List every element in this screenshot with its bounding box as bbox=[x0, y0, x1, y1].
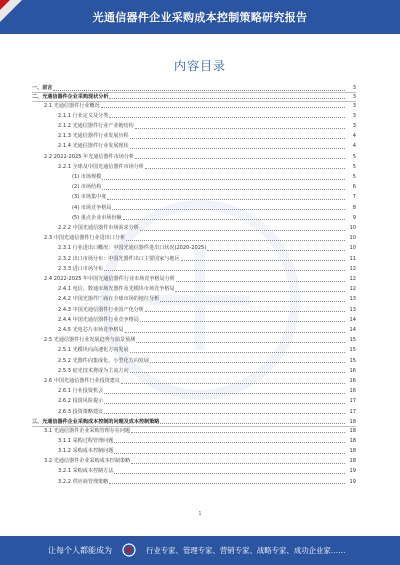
toc-entry[interactable] bbox=[58, 447, 356, 455]
toc-leader-dots bbox=[104, 413, 345, 414]
toc-entry[interactable] bbox=[58, 295, 356, 303]
toc-entry-title: (2) 市场结构 bbox=[72, 184, 102, 191]
toc-entry-page: 19 bbox=[349, 478, 356, 485]
toc-entry-page: 16 bbox=[349, 367, 356, 374]
toc-entry[interactable] bbox=[44, 153, 356, 161]
toc-entry[interactable] bbox=[58, 478, 356, 486]
toc-entry-page: 6 bbox=[352, 184, 356, 191]
toc-leader-dots bbox=[181, 260, 345, 261]
toc-entry-title: (3) 市场集中度 bbox=[72, 194, 107, 201]
toc-leader-dots bbox=[131, 432, 345, 433]
toc-entry-title: (5) 重点企业市场份额 bbox=[72, 214, 122, 221]
toc-leader-dots bbox=[107, 199, 345, 200]
toc-entry-page: 4 bbox=[352, 143, 356, 150]
toc-entry-title: 2.3.2 出口市场分布：中国光器件出口主要国家与地区 bbox=[58, 255, 180, 262]
toc-entry[interactable] bbox=[72, 204, 356, 212]
toc-entry-page: 5 bbox=[352, 153, 356, 160]
toc-entry[interactable] bbox=[58, 163, 356, 171]
toc-entry[interactable] bbox=[44, 377, 356, 385]
toc-leader-dots bbox=[114, 473, 345, 474]
toc-leader-dots bbox=[104, 393, 345, 394]
toc-entry-page: 8 bbox=[352, 204, 356, 211]
toc-entry-title: 2.4.5 光电芯片市场竞争格局 bbox=[58, 327, 124, 333]
toc-entry[interactable] bbox=[58, 397, 356, 405]
toc-entry-title: 2.6.3 投资策略建议 bbox=[58, 408, 104, 415]
toc-entry-page: 18 bbox=[349, 427, 356, 434]
toc-entry-page: 16 bbox=[349, 388, 356, 395]
toc-entry[interactable] bbox=[58, 367, 356, 375]
toc-entry[interactable] bbox=[58, 346, 356, 354]
toc-entry-title: (4) 市场竞争格局 bbox=[72, 204, 112, 211]
toc-leader-dots bbox=[130, 372, 345, 373]
toc-leader-dots bbox=[104, 270, 345, 271]
page-header bbox=[0, 0, 400, 34]
toc-entry-page: 12 bbox=[349, 286, 356, 293]
toc-entry-page: 19 bbox=[349, 468, 356, 475]
toc-entry-title: 2.6 中国光通信器件行业投资建议 bbox=[44, 378, 120, 384]
toc-entry-title: 2.4.4 中国光通信器件行业竞争格局 bbox=[58, 316, 139, 323]
toc-entry-title: 2.2 2022-2025 年光通信器件市场分析 bbox=[44, 153, 135, 160]
toc-leader-dots bbox=[135, 128, 345, 129]
toc-leader-dots bbox=[109, 483, 345, 484]
toc-leader-dots bbox=[114, 453, 345, 454]
toc-entry[interactable] bbox=[72, 193, 356, 201]
toc-entry[interactable] bbox=[72, 214, 356, 222]
toc-leader-dots bbox=[175, 291, 345, 292]
toc-entry[interactable] bbox=[58, 244, 356, 252]
toc-entry-title: 2.2.2 中国光通信器件市场需求分析 bbox=[58, 225, 139, 231]
toc-entry-title: 2.4 2022-2025 年中国光通信器件行业市场竞争格局分析 bbox=[44, 276, 175, 282]
toc-entry-page: 15 bbox=[349, 357, 356, 364]
toc-entry[interactable] bbox=[58, 467, 356, 475]
toc-entry-title: 2.4.1 电信、数通市场光器件及光模块市场竞争格局 bbox=[58, 286, 175, 293]
toc-leader-dots bbox=[121, 383, 345, 384]
toc-entry-title: 3.1 光通信器件企业采购管理存在问题 bbox=[44, 427, 131, 434]
toc-entry[interactable] bbox=[32, 84, 356, 93]
toc-entry-page: 10 bbox=[349, 225, 356, 231]
toc-entry-title: 2.1.2 光通信器件行业产业链结构 bbox=[58, 123, 134, 129]
toc-entry-title: (1) 市场规模 bbox=[72, 174, 102, 180]
toc-entry[interactable] bbox=[32, 418, 356, 427]
toc-entry[interactable] bbox=[58, 387, 356, 395]
toc-leader-dots bbox=[145, 168, 345, 169]
toc-entry-page: 18 bbox=[349, 418, 356, 425]
toc-entry-title: 2.6.1 行业投资机会 bbox=[58, 388, 104, 395]
toc-entry[interactable] bbox=[58, 357, 356, 365]
toc-entry[interactable] bbox=[44, 336, 356, 344]
toc-entry[interactable] bbox=[44, 234, 356, 242]
toc-entry-title: 3.2 光通信器件企业采购成本控制策略 bbox=[44, 458, 131, 465]
toc-entry-title: 2.1.1 行业定义及分类 bbox=[58, 112, 109, 119]
toc-entry[interactable] bbox=[58, 408, 356, 416]
toc-heading: 内容目录 bbox=[173, 59, 226, 73]
toc-entry-page: 17 bbox=[349, 408, 356, 415]
toc-entry[interactable] bbox=[58, 132, 356, 140]
toc-entry[interactable] bbox=[58, 306, 356, 314]
toc-leader-dots bbox=[53, 90, 345, 91]
toc-entry-title: 2.4.2 中国光器件厂商在全球市场的地位分析 bbox=[58, 296, 160, 303]
toc-entry-title: 2.1.3 光通信器件行业发展历程 bbox=[58, 133, 129, 140]
toc-entry[interactable] bbox=[44, 275, 356, 283]
toc-entry-page: 3 bbox=[352, 123, 356, 129]
toc-entry-page: 10 bbox=[349, 235, 356, 242]
toc-entry-title: 2.1 光通信器件行业概况 bbox=[44, 102, 100, 109]
toc-entry-title: 2.6.2 投资风险提示 bbox=[58, 398, 104, 405]
toc-leader-dots bbox=[101, 107, 345, 108]
toc-entry-page: 18 bbox=[349, 458, 356, 465]
toc-entry-page: 15 bbox=[349, 337, 356, 344]
footer-logo-icon bbox=[122, 543, 136, 557]
toc-entry-page: 18 bbox=[349, 437, 356, 444]
toc-leader-dots bbox=[160, 423, 345, 424]
toc-entry-title: 3.1.2 采购成本控制问题 bbox=[58, 448, 114, 454]
toc-leader-dots bbox=[104, 403, 345, 404]
toc-entry[interactable] bbox=[58, 142, 356, 150]
toc-entry[interactable] bbox=[58, 224, 356, 232]
toc-entry[interactable] bbox=[58, 122, 356, 130]
toc-entry-title: 2.3.3 进口市场分布 bbox=[58, 265, 104, 272]
toc-entry-title: 2.2.1 全球及中国光通信器件市场分析 bbox=[58, 163, 144, 170]
footer-slogan: 让每个人都能成为 bbox=[48, 546, 112, 555]
toc-entry-title: 2.4.3 中国光通信器件行业国产化分析 bbox=[58, 306, 144, 313]
toc-leader-dots bbox=[176, 281, 345, 282]
toc-entry-page: 15 bbox=[349, 347, 356, 354]
toc-entry-page: 4 bbox=[352, 133, 356, 140]
toc-leader-dots bbox=[126, 240, 345, 241]
toc-entry-page: 13 bbox=[349, 296, 356, 303]
toc-entry-title: 2.5.1 光模块向高速化方向发展 bbox=[58, 347, 129, 354]
toc-entry-title: 一、前言 bbox=[32, 85, 53, 91]
toc-entry-title: 2.3 中国光通信器件行业进出口分析 bbox=[44, 235, 126, 242]
toc-leader-dots bbox=[125, 332, 345, 333]
toc-entry[interactable] bbox=[44, 427, 356, 435]
toc-entry-title: 2.1.4 光通信器件行业发展现状 bbox=[58, 143, 129, 150]
toc-leader-dots bbox=[145, 311, 345, 312]
toc-entry-page: 17 bbox=[349, 398, 356, 405]
toc-entry-page: 12 bbox=[349, 265, 356, 272]
toc-entry[interactable] bbox=[58, 437, 356, 445]
toc-entry-page: 3 bbox=[352, 93, 356, 100]
toc-leader-dots bbox=[114, 442, 345, 443]
toc-entry-page: 14 bbox=[349, 327, 356, 333]
toc-leader-dots bbox=[136, 342, 345, 343]
toc-entry-page: 14 bbox=[349, 316, 356, 323]
footer-expert-list: 行业专家、管理专家、营销专家、战略专家、成功企业家…… bbox=[146, 546, 346, 555]
toc-entry-page: 10 bbox=[349, 245, 356, 252]
toc-leader-dots bbox=[160, 301, 345, 302]
toc-leader-dots bbox=[102, 179, 345, 180]
toc-leader-dots bbox=[109, 117, 345, 118]
report-title: 光通信器件企业采购成本控制策略研究报告 bbox=[92, 11, 308, 24]
toc-leader-dots bbox=[130, 352, 345, 353]
toc-leader-dots bbox=[109, 98, 345, 99]
toc-entry[interactable] bbox=[58, 255, 356, 263]
toc-entry[interactable] bbox=[58, 265, 356, 273]
toc-entry-page: 3 bbox=[352, 85, 356, 91]
toc-entry[interactable] bbox=[58, 326, 356, 334]
toc-entry-page: 18 bbox=[349, 448, 356, 454]
toc-entry-page: 11 bbox=[349, 255, 356, 262]
toc-leader-dots bbox=[135, 158, 345, 159]
toc-entry-title: 2.5.2 光器件向集成化、小型化方向发展 bbox=[58, 357, 149, 364]
page-footer bbox=[0, 536, 400, 565]
toc-entry-title: 2.5.3 硅光技术将成为主流方向 bbox=[58, 367, 129, 374]
toc-entry-title: 3.1.1 采购过程管理问题 bbox=[58, 437, 114, 444]
toc-leader-dots bbox=[140, 230, 345, 231]
toc-leader-dots bbox=[207, 250, 345, 251]
toc-leader-dots bbox=[131, 463, 345, 464]
toc-entry-title: 3.2.1 采购成本控制方法 bbox=[58, 468, 114, 475]
toc-leader-dots bbox=[130, 148, 345, 149]
toc-leader-dots bbox=[123, 219, 345, 220]
toc-entry-title: 三、光通信器件企业采购成本控制的问题及成本控制策略 bbox=[32, 418, 160, 425]
toc-entry[interactable] bbox=[72, 183, 356, 191]
toc-entry[interactable] bbox=[72, 173, 356, 181]
toc-entry[interactable] bbox=[44, 457, 356, 465]
toc-leader-dots bbox=[102, 189, 345, 190]
toc-entry-page: 16 bbox=[349, 378, 356, 384]
toc-entry-page: 3 bbox=[352, 102, 356, 109]
toc-entry[interactable] bbox=[58, 112, 356, 120]
toc-entry-page: 9 bbox=[352, 214, 356, 221]
toc-entry-page: 12 bbox=[349, 276, 356, 282]
toc-entry-page: 13 bbox=[349, 306, 356, 313]
toc-entry[interactable] bbox=[58, 316, 356, 324]
toc-entry-page: 5 bbox=[352, 174, 356, 180]
page-number: 1 bbox=[198, 511, 202, 517]
toc-entry-title: 二、光通信器件企业采购现状分析 bbox=[32, 93, 109, 100]
toc-entry-page: 5 bbox=[352, 163, 356, 170]
toc-leader-dots bbox=[112, 209, 345, 210]
toc-entry[interactable] bbox=[32, 93, 356, 102]
toc-entry[interactable] bbox=[44, 102, 356, 110]
toc-entry-page: 3 bbox=[352, 112, 356, 119]
toc-entry-title: 3.2.2 供应商管理策略 bbox=[58, 478, 109, 485]
toc-entry-title: 2.5 光通信器件行业发展趋势与前景预测 bbox=[44, 337, 136, 344]
toc-entry[interactable] bbox=[58, 285, 356, 293]
toc-entry-title: 2.3.1 行业进出口概况：中国光通信器件进出口状况(2020-2025) bbox=[58, 245, 207, 252]
toc-leader-dots bbox=[150, 362, 345, 363]
toc-leader-dots bbox=[130, 138, 345, 139]
toc-entry-page: 7 bbox=[352, 194, 356, 201]
toc-leader-dots bbox=[140, 321, 345, 322]
